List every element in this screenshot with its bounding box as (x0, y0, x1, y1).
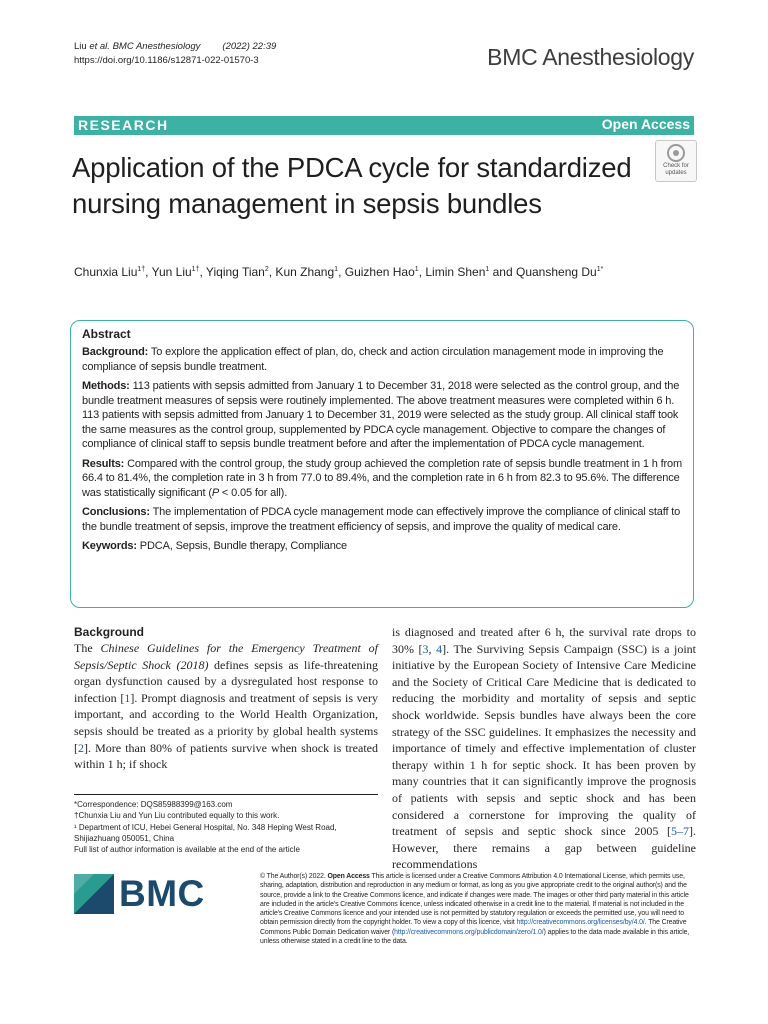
body-text: ]. The Surviving Sepsis Campaign (SSC) is a joint initiative by the European Society of Intensive Care Medicine and the Society of Critical Care Medicine that is dedicated to reducing the morbidity and mortality of sepsis and septic shock worldwide. Sepsis bundles have always been the core strategy of the SSC guidelines. It emphasizes the necessity and importance of timely and effective implementation of cluster therapy within 1 h for septic shock. It has been proven by many countries that it can significantly improve the prognosis of patients with sepsis and septic shock and has been considered a cornerstone for improving the quality of treatment of sepsis and septic shock since 2005 [ (392, 641, 696, 839)
check-for-updates-button[interactable] (655, 140, 697, 182)
section-label: Background: (82, 346, 149, 358)
author-name: , Yun Liu (145, 265, 192, 279)
article-type-banner (74, 116, 694, 135)
abstract-conclusions (82, 505, 683, 534)
cc-by-link[interactable]: http://creativecommons.org/licenses/by/4.0/ (516, 919, 645, 927)
license-part: This article is licensed under a Creative Commons Attribution 4.0 International License, which permits use, sharing, adaptation, distribution and reproduction in any medium or format, as long as you give appropriate credit to the original author(s) and the source, provide a link to the Creative Commons licence, and indicate if changes were made. The images or other third party material in this article are included in the article's Creative Commons licence, unless indicated otherwise in a credit line to the material. If material is not included in the article's Creative Commons licence and your intended use is not permitted by statutory regulation or exceeds the permitted use, you will need to obtain permission directly from the copyright holder. To view a copy of this licence, visit (260, 873, 689, 927)
citation-journal: et al. BMC Anesthesiology (89, 41, 201, 52)
author-list (74, 262, 694, 280)
body-text: defines sepsis as life-threatening organ dysfunction caused by a dysregulated host response to infection [ (74, 657, 378, 705)
author-info-note: Full list of author information is available at the end of the article (74, 845, 300, 855)
author-name: , Kun Zhang (268, 265, 335, 279)
body-text: , (428, 641, 437, 656)
equal-contribution-note: †Chunxia Liu and Yun Liu contributed equally to this work. (74, 811, 280, 821)
abstract-box (70, 320, 694, 608)
abstract-background (82, 345, 683, 374)
affiliation-line: ¹ Department of ICU, Hebei General Hospital, No. 348 Heping West Road, (74, 822, 337, 832)
citation-block (74, 40, 276, 68)
author-affil: 1† (191, 266, 200, 273)
cc-zero-link[interactable]: http://creativecommons.org/publicdomain/zero/1.0/ (394, 928, 544, 936)
bmc-logo-text: BMC (119, 873, 205, 914)
bmc-logo-mark-icon (74, 874, 114, 914)
body-text: ]. However, there remains a gap between guideline recommendations (392, 824, 696, 872)
citation-link[interactable]: 2 (78, 740, 84, 755)
section-label: Methods: (82, 380, 130, 392)
author-affil: 1 (485, 266, 490, 273)
section-text: Compared with the control group, the study group achieved the completion rate of sepsis bundle treatment in 1 h from 66.4 to 81.4%, the completion rate in 3 h from 77.0 to 89.4%, and the completion rate in 6 h from 82.3 to 95.6%. The difference was statistically significant ( (82, 457, 683, 499)
section-text: The implementation of PDCA cycle management mode can effectively improve the compliance of clinical staff to the bundle treatment of sepsis, improve the treatment efficiency of sepsis, and improve the quality of medical care. (82, 506, 681, 533)
body-column-right (392, 624, 696, 873)
section-text: < 0.05 for all). (219, 486, 288, 499)
body-text: The (74, 641, 101, 655)
abstract-heading: Abstract (82, 327, 131, 341)
correspondence-note: *Correspondence: DQS85988399@163.com (74, 800, 233, 809)
citation-link[interactable]: 1 (124, 690, 131, 705)
body-paragraph (74, 640, 378, 773)
section-label: Conclusions: (82, 506, 150, 518)
p-value-symbol: P (211, 486, 220, 499)
body-text: ]. More than 80% of patients survive when shock is treated within 1 h; if shock (74, 740, 378, 772)
journal-name: BMC Anesthesiology (487, 44, 694, 70)
section-label: Keywords: (82, 540, 137, 552)
citation-link[interactable]: 5–7 (671, 824, 689, 839)
author-affil: 1* (596, 266, 604, 273)
citation-year: (2022) 22:39 (222, 41, 277, 52)
affiliation-line: Shijiazhuang 050051, China (74, 833, 175, 843)
section-label: Results: (82, 457, 125, 470)
article-title: Application of the PDCA cycle for standardized nursing management in sepsis bundles (72, 152, 632, 219)
bmc-logo (74, 874, 214, 914)
author-name: , Yiqing Tian (199, 265, 265, 279)
citation-link[interactable]: 3 (422, 641, 429, 656)
author-affil: 1† (137, 266, 146, 273)
license-part: . The Creative Commons Public Domain Dedication waiver ( (260, 919, 687, 936)
badge-line-2: updates (665, 169, 687, 176)
badge-line-1: Check for (663, 163, 689, 169)
guideline-title: Chinese Guidelines for the Emergency Treatment of Sepsis/Septic Shock (2018) (74, 641, 379, 672)
section-text: To explore the application effect of plan, do, check and action circulation management mode in improving the compliance of sepsis bundle treatment. (82, 346, 664, 373)
body-paragraph (392, 624, 696, 873)
body-column-left (74, 624, 378, 773)
section-heading: Background (74, 625, 145, 639)
abstract-results (82, 457, 683, 501)
doi-link[interactable]: https://doi.org/10.1186/s12871-022-01570-3 (74, 55, 259, 66)
article-type-label: RESEARCH (78, 117, 169, 133)
author-affil: 2 (264, 266, 269, 273)
open-access-label: Open Access (601, 116, 690, 132)
citation-authors: Liu (74, 41, 90, 52)
citation-link[interactable]: 4 (436, 641, 443, 656)
keywords-text: PDCA, Sepsis, Bundle therapy, Compliance (136, 540, 347, 552)
footnotes (74, 794, 378, 855)
body-text: is diagnosed and treated after 6 h, the survival rate drops to 30% [ (392, 625, 696, 656)
section-text: 113 patients with sepsis admitted from January 1 to December 31, 2018 were selected as the control group, and the bundle treatment measures of sepsis were routinely implemented. The above treatment measures were completed within 6 h. 113 patients with sepsis admitted from January 1 to December 31, 2019 were selected as the study group. All clinical staff took the same measures as the control group, supplemented by PDCA cycle management. Objective to compare the changes of compliance of clinical staff to sepsis bundle treatment before and after the implementation of PDCA cycle management. (82, 380, 680, 450)
update-icon (667, 144, 685, 162)
citation-line (74, 40, 276, 54)
license-part: ) applies to the data made available in this article, unless otherwise stated in a credit line to the data. (260, 928, 690, 946)
badge-label (656, 163, 696, 176)
body-text: ]. Prompt diagnosis and treatment of sepsis is very important, and according to the World Health Organization, sepsis should be treated as a priority by global health systems [ (74, 690, 378, 755)
license-part: © The Author(s) 2022. (260, 873, 328, 880)
abstract-keywords (82, 539, 683, 554)
author-affil: 1 (414, 266, 419, 273)
author-name: Chunxia Liu (74, 265, 138, 279)
author-affil: 1 (334, 266, 339, 273)
license-text (260, 872, 696, 946)
license-open-access: Open Access (327, 873, 370, 880)
author-name: , Guizhen Hao (338, 265, 415, 279)
abstract-methods (82, 379, 683, 452)
author-name: and Quansheng Du (489, 265, 597, 279)
author-name: , Limin Shen (418, 265, 486, 279)
